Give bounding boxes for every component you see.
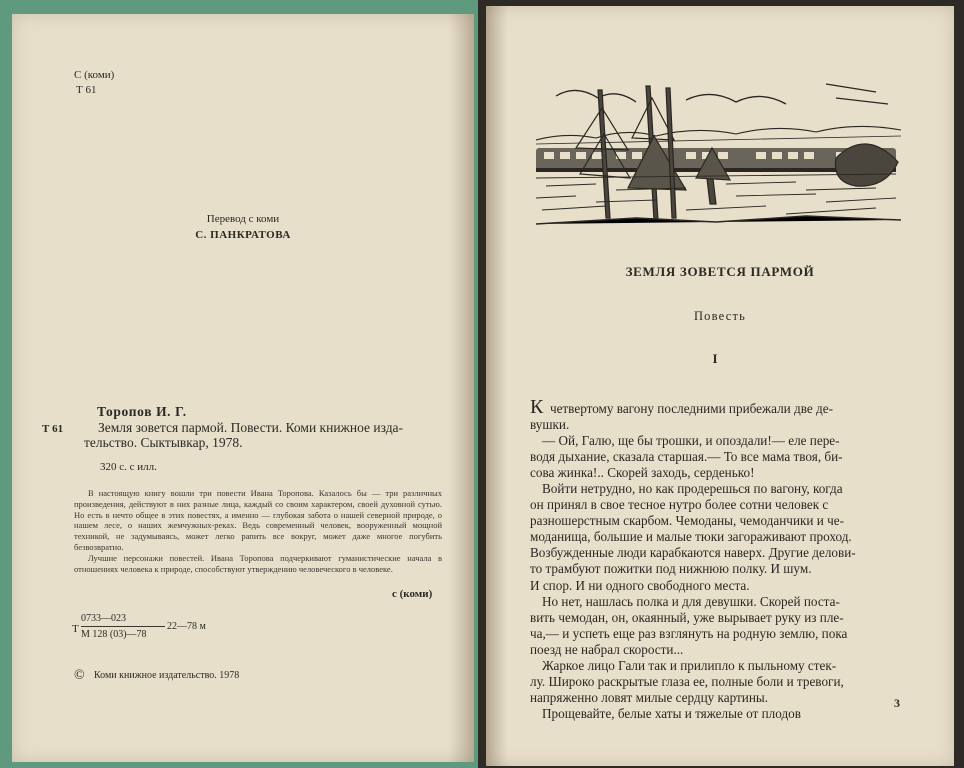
story-title: ЗЕМЛЯ ЗОВЕТСЯ ПАРМОЙ [625,264,815,279]
index-letter: Т [72,623,79,635]
text-line [530,396,902,418]
index-bottom: М 128 (03)—78 [81,629,147,640]
text-line: Войти нетрудно, но как продерешься по вагону, когда [542,481,843,497]
text-line: Прощевайте, белые хаты и тяжелые от плодов [542,705,801,721]
text-line-content: четвертому вагону последними прибежали две де- [549,401,833,416]
text-line: вить чемодан, он, окаянный, уже вырывает руку из пле- [530,609,844,625]
train-landscape-illustration [536,78,906,226]
side-code: Т 61 [42,423,64,435]
classification-line: Т 61 [76,84,97,96]
text-line: моданища, большие и малые тюки загораживают проход. [530,529,852,545]
catalog-index [72,612,272,652]
index-top: 0733—023 [81,613,126,624]
gutter-shadow [448,14,474,762]
text-line: напряженно ловят милые сердцу картины. [530,689,769,705]
bibliography-line: тельство. Сыктывкар, 1978. [84,435,243,450]
language-code: с (коми) [392,588,433,600]
copyright-text: Коми книжное издательство. 1978 [94,670,240,681]
text-line: Возбужденные люди карабкаются наверх. Другие делови- [530,545,856,561]
right-page [486,6,954,766]
annotation-paragraph: Лучшие персонажи повестей. Ивана Торопова подчеркивают гуманистические начала в отношениях человека к природе, способствуют утверждению человеческого в человеке. [74,552,442,574]
story-subtitle: Повесть [693,309,747,323]
translation-label: Перевод с коми [206,213,280,225]
text-line: И спор. И ни одного свободного места. [530,577,750,593]
text-line: ча,— и успеть еще раз взглянуть на родную землю, пока [530,625,848,641]
copyright-icon: © [74,668,85,683]
drop-cap: К [530,396,544,418]
text-line: Жаркое лицо Гали так и прилипло к пыльному стек- [542,657,837,673]
text-line: водя дыхание, сказала старшая.— То все мама твоя, би- [530,449,843,465]
index-fraction-line [81,626,165,627]
pages-info: 320 с. с илл. [100,461,157,473]
page-number: 3 [894,696,900,710]
author-name: Торопов И. Г. [97,404,187,419]
classification-block [74,68,114,98]
text-line: Но нет, нашлась полка и для девушки. Скорей поста- [542,593,840,609]
translator-name: С. ПАНКРАТОВА [195,229,291,241]
classification-line: С (коми) [74,69,115,81]
story-body [530,396,902,722]
bibliography-line: Земля зовется пармой. Повести. Коми книжное изда- [98,420,404,435]
chapter-number: I [712,351,718,366]
annotation-block [74,488,442,574]
text-line: сова жинка!.. Скорей заходь, серденько! [530,465,755,481]
text-line: — Ой, Галю, ще бы трошки, и опоздали!— еле пере- [542,433,840,449]
text-line: поезд не набрал скорости... [530,641,684,657]
index-suffix: 22—78 м [167,621,206,632]
text-line: лу. Широко раскрытые глаза ее, полные боли и тревоги, [530,673,844,689]
annotation-paragraph: В настоящую книгу вошли три повести Ивана Торопова. Казалось бы — три различных произведения, действуют в них разные лица, каждый со своим характером, своей духовной сутью. Но есть в нечто общее в этих повестях, а именно — глубокая забота о нашей северной природе, о нашем лесе, о наших жемчужных-реках. Ведь современный человек, вооруженный мощной техникой, не задумываясь, может легко рапить все вокруг, может даже многое погубить безвозвратно. [74,488,442,552]
left-page [12,14,474,762]
gutter-shadow [486,6,508,766]
text-line: то трамбуют пожитки под нижнюю полку. И шум. [530,561,812,577]
text-line: вушки. [530,417,570,433]
text-line: разношерстным скарбом. Чемоданы, чемоданчики и че- [530,513,844,529]
text-line: он принял в свое тесное нутро более сотни человек с [530,497,829,513]
